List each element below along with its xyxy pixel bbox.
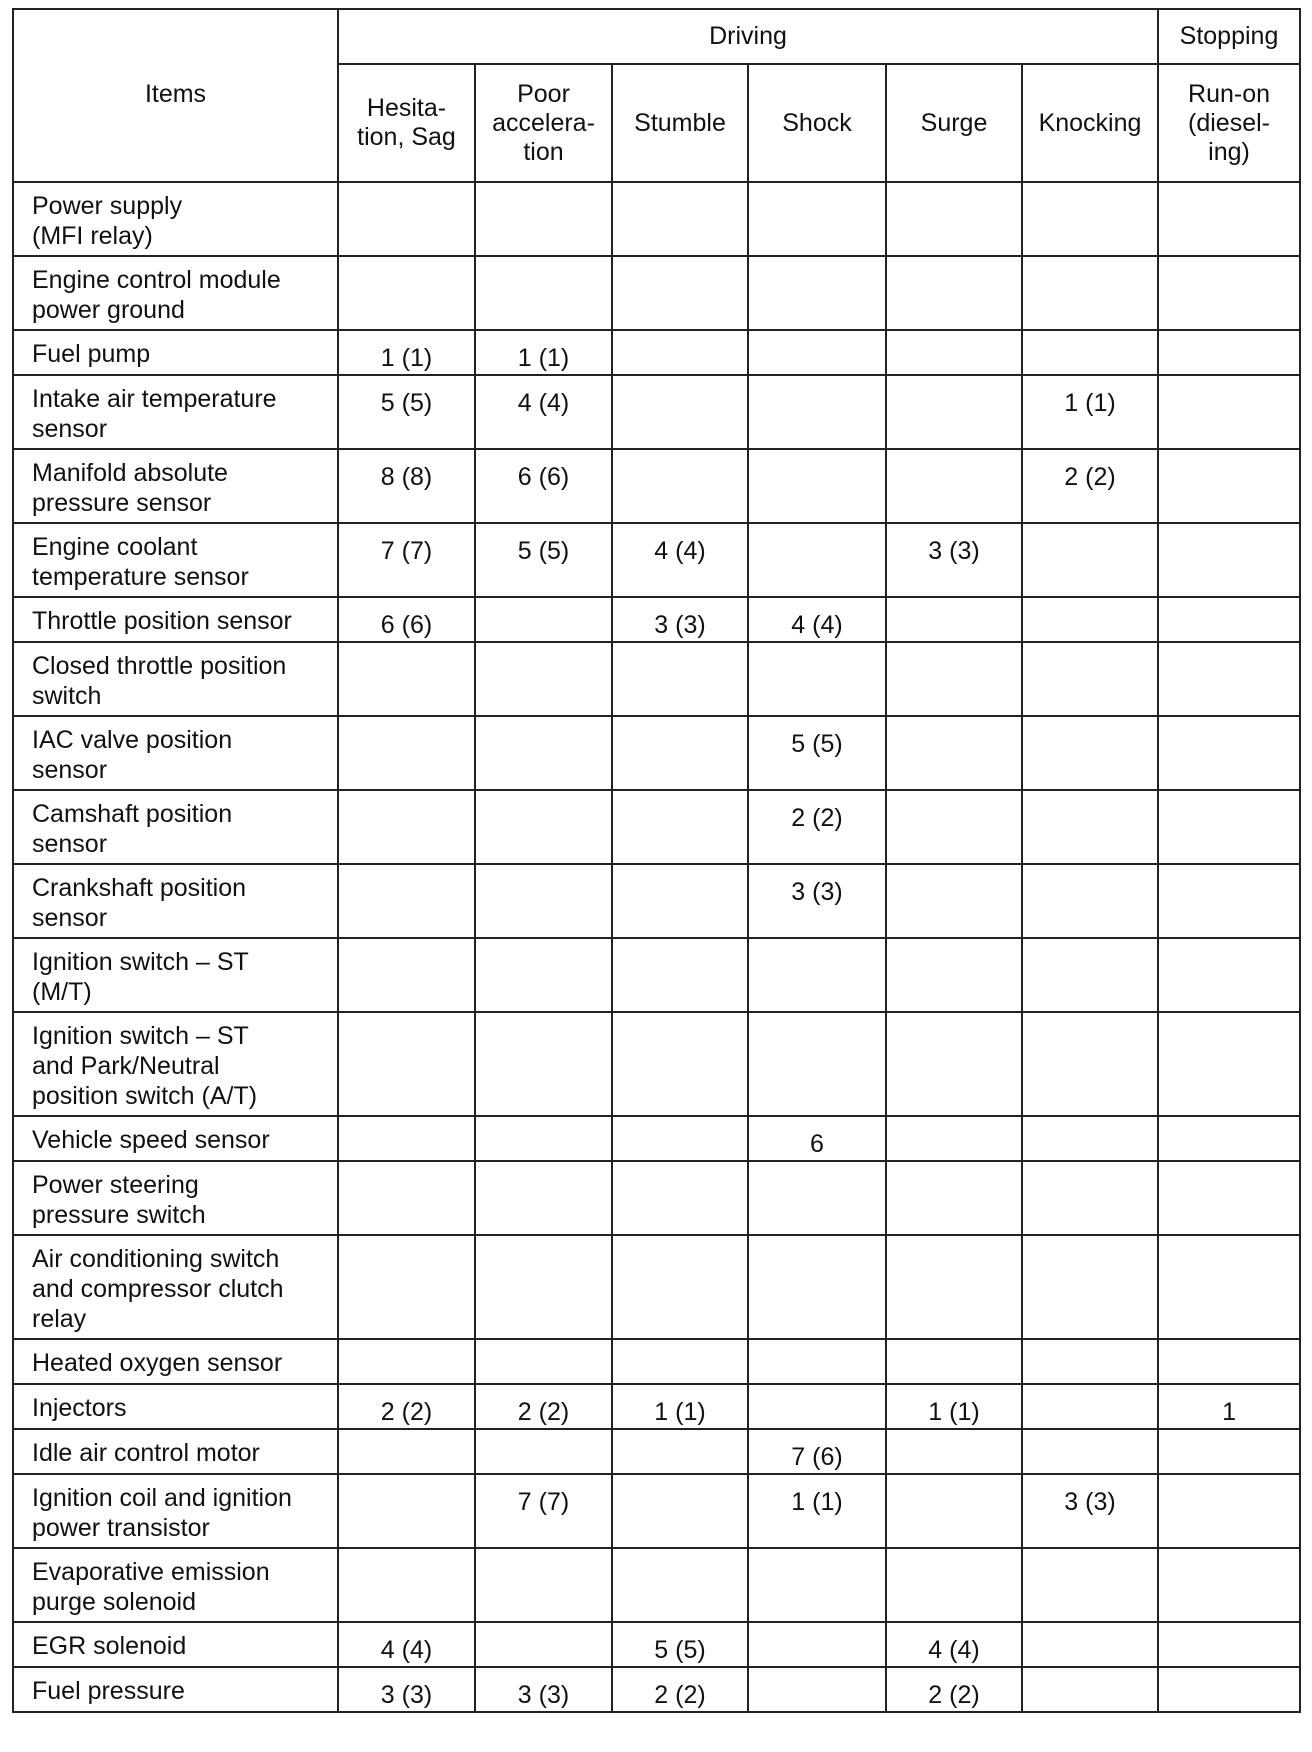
table-cell <box>612 1116 748 1161</box>
table-cell <box>1022 1116 1158 1161</box>
table-cell <box>1158 1548 1300 1622</box>
table-cell <box>886 716 1022 790</box>
table-cell <box>475 1012 612 1116</box>
table-cell: 5 (5) <box>338 375 475 449</box>
table-row <box>13 1012 1300 1116</box>
column-header-hesitation: Hesita- tion, Sag <box>338 64 475 182</box>
table-cell <box>886 790 1022 864</box>
table-cell <box>1158 1161 1300 1235</box>
table-row <box>13 1235 1300 1339</box>
table-cell <box>1022 597 1158 642</box>
table-cell <box>1022 1235 1158 1339</box>
table-cell <box>886 1161 1022 1235</box>
table-cell <box>475 1622 612 1667</box>
table-cell: 1 (1) <box>748 1474 886 1548</box>
table-cell <box>475 642 612 716</box>
table-cell <box>748 182 886 256</box>
table-cell <box>886 1116 1022 1161</box>
table-cell <box>1158 597 1300 642</box>
row-item-label: Injectors <box>13 1384 338 1429</box>
table-row <box>13 864 1300 938</box>
table-cell: 1 (1) <box>475 330 612 375</box>
table-cell <box>1022 1339 1158 1384</box>
table-cell <box>1158 1667 1300 1712</box>
table-cell <box>886 1429 1022 1474</box>
table-cell <box>475 1429 612 1474</box>
table-cell <box>338 642 475 716</box>
table-cell <box>1022 716 1158 790</box>
row-item-label: Heated oxygen sensor <box>13 1339 338 1384</box>
table-row <box>13 1384 1300 1429</box>
table-cell <box>1022 1429 1158 1474</box>
table-cell: 3 (3) <box>475 1667 612 1712</box>
row-item-label: Evaporative emission purge solenoid <box>13 1548 338 1622</box>
table-cell <box>612 1235 748 1339</box>
table-cell <box>1158 1339 1300 1384</box>
table-row <box>13 1429 1300 1474</box>
table-cell: 2 (2) <box>612 1667 748 1712</box>
table-cell <box>475 1161 612 1235</box>
table-cell <box>1158 1622 1300 1667</box>
table-row <box>13 1339 1300 1384</box>
table-cell <box>475 256 612 330</box>
table-cell <box>886 1012 1022 1116</box>
table-cell: 6 <box>748 1116 886 1161</box>
column-header-stumble: Stumble <box>612 64 748 182</box>
table-cell <box>338 182 475 256</box>
table-row <box>13 1667 1300 1712</box>
table-cell <box>1158 182 1300 256</box>
table-row <box>13 1622 1300 1667</box>
table-row <box>13 523 1300 597</box>
table-cell <box>1158 1235 1300 1339</box>
table-cell <box>748 1667 886 1712</box>
table-cell <box>612 330 748 375</box>
table-cell <box>748 1161 886 1235</box>
table-row <box>13 449 1300 523</box>
table-cell <box>1158 1474 1300 1548</box>
table-cell: 3 (3) <box>886 523 1022 597</box>
table-cell <box>338 864 475 938</box>
row-item-label: Camshaft position sensor <box>13 790 338 864</box>
table-row <box>13 182 1300 256</box>
table-cell <box>886 449 1022 523</box>
table-cell: 4 (4) <box>475 375 612 449</box>
table-row <box>13 716 1300 790</box>
table-cell: 7 (7) <box>475 1474 612 1548</box>
diagnosis-table <box>12 8 1301 1713</box>
table-cell <box>886 642 1022 716</box>
table-cell: 8 (8) <box>338 449 475 523</box>
table-cell <box>748 938 886 1012</box>
table-cell <box>1158 1116 1300 1161</box>
row-item-label: Ignition switch – ST and Park/Neutral position switch (A/T) <box>13 1012 338 1116</box>
table-cell: 4 (4) <box>338 1622 475 1667</box>
table-cell: 3 (3) <box>748 864 886 938</box>
table-cell <box>748 1622 886 1667</box>
table-cell <box>886 938 1022 1012</box>
table-cell <box>1022 1548 1158 1622</box>
table-cell <box>338 1012 475 1116</box>
column-header-surge: Surge <box>886 64 1022 182</box>
row-item-label: IAC valve position sensor <box>13 716 338 790</box>
table-cell: 1 (1) <box>338 330 475 375</box>
table-cell: 1 (1) <box>612 1384 748 1429</box>
table-cell <box>1158 1012 1300 1116</box>
table-cell <box>1022 182 1158 256</box>
row-item-label: Intake air temperature sensor <box>13 375 338 449</box>
table-cell <box>475 597 612 642</box>
row-item-label: Power supply (MFI relay) <box>13 182 338 256</box>
row-item-label: Power steering pressure switch <box>13 1161 338 1235</box>
table-cell <box>475 864 612 938</box>
table-cell: 1 (1) <box>1022 375 1158 449</box>
column-header-poor-acceleration: Poor accelera- tion <box>475 64 612 182</box>
table-cell <box>1158 449 1300 523</box>
row-item-label: Idle air control motor <box>13 1429 338 1474</box>
row-item-label: EGR solenoid <box>13 1622 338 1667</box>
table-cell <box>612 1012 748 1116</box>
table-cell <box>1022 256 1158 330</box>
table-cell <box>748 256 886 330</box>
table-cell <box>612 1161 748 1235</box>
table-cell: 1 (1) <box>886 1384 1022 1429</box>
table-cell: 7 (7) <box>338 523 475 597</box>
table-cell <box>338 1161 475 1235</box>
table-cell <box>612 1339 748 1384</box>
table-row <box>13 790 1300 864</box>
table-cell <box>338 256 475 330</box>
table-cell <box>475 182 612 256</box>
column-header-shock: Shock <box>748 64 886 182</box>
table-cell <box>1158 256 1300 330</box>
table-cell <box>1158 716 1300 790</box>
table-cell <box>612 1548 748 1622</box>
table-cell <box>886 1548 1022 1622</box>
table-cell <box>612 375 748 449</box>
table-cell <box>612 790 748 864</box>
table-body <box>13 182 1300 1712</box>
table-row <box>13 938 1300 1012</box>
table-cell <box>612 864 748 938</box>
table-cell: 3 (3) <box>338 1667 475 1712</box>
table-cell <box>338 1429 475 1474</box>
items-header: Items <box>13 9 338 182</box>
table-cell <box>612 642 748 716</box>
table-cell: 5 (5) <box>612 1622 748 1667</box>
table-cell <box>1022 790 1158 864</box>
table-cell: 3 (3) <box>1022 1474 1158 1548</box>
table-cell <box>1022 1667 1158 1712</box>
table-row <box>13 642 1300 716</box>
table-cell <box>612 1429 748 1474</box>
table-cell: 2 (2) <box>886 1667 1022 1712</box>
table-cell: 4 (4) <box>612 523 748 597</box>
table-cell <box>1022 330 1158 375</box>
table-cell: 4 (4) <box>748 597 886 642</box>
table-cell <box>338 1116 475 1161</box>
table-row <box>13 1161 1300 1235</box>
row-item-label: Crankshaft position sensor <box>13 864 338 938</box>
table-cell <box>338 790 475 864</box>
table-cell <box>1158 523 1300 597</box>
table-cell: 2 (2) <box>748 790 886 864</box>
row-item-label: Closed throttle position switch <box>13 642 338 716</box>
table-cell <box>338 1235 475 1339</box>
table-cell <box>886 1235 1022 1339</box>
table-row <box>13 597 1300 642</box>
table-cell <box>748 523 886 597</box>
table-cell <box>475 1339 612 1384</box>
table-cell <box>1022 938 1158 1012</box>
table-cell <box>612 182 748 256</box>
table-cell <box>338 1474 475 1548</box>
table-cell <box>612 1474 748 1548</box>
row-item-label: Engine control module power ground <box>13 256 338 330</box>
table-cell <box>612 716 748 790</box>
group-header-driving: Driving <box>338 9 1158 64</box>
table-cell <box>338 1339 475 1384</box>
table-cell <box>748 449 886 523</box>
table-row <box>13 330 1300 375</box>
row-item-label: Throttle position sensor <box>13 597 338 642</box>
table-cell: 6 (6) <box>338 597 475 642</box>
table-cell <box>886 864 1022 938</box>
table-cell <box>1022 642 1158 716</box>
table-cell: 3 (3) <box>612 597 748 642</box>
row-item-label: Manifold absolute pressure sensor <box>13 449 338 523</box>
table-cell <box>475 716 612 790</box>
row-item-label: Air conditioning switch and compressor clutch relay <box>13 1235 338 1339</box>
table-cell: 2 (2) <box>475 1384 612 1429</box>
table-cell <box>886 182 1022 256</box>
table-cell <box>1022 1161 1158 1235</box>
table-cell: 5 (5) <box>748 716 886 790</box>
column-header-knocking: Knocking <box>1022 64 1158 182</box>
table-cell <box>748 1012 886 1116</box>
table-cell <box>1158 938 1300 1012</box>
row-item-label: Ignition coil and ignition power transistor <box>13 1474 338 1548</box>
table-cell <box>1158 790 1300 864</box>
table-cell <box>748 1548 886 1622</box>
table-cell <box>1022 1622 1158 1667</box>
table-cell <box>338 716 475 790</box>
table-cell <box>1022 1012 1158 1116</box>
table-cell <box>748 642 886 716</box>
table-cell <box>612 938 748 1012</box>
table-cell: 5 (5) <box>475 523 612 597</box>
row-item-label: Ignition switch – ST (M/T) <box>13 938 338 1012</box>
row-item-label: Fuel pressure <box>13 1667 338 1712</box>
table-cell <box>748 1339 886 1384</box>
table-cell <box>475 1116 612 1161</box>
table-cell <box>748 330 886 375</box>
table-cell: 1 <box>1158 1384 1300 1429</box>
table-row <box>13 1548 1300 1622</box>
table-row <box>13 1116 1300 1161</box>
table-cell <box>338 938 475 1012</box>
table-row <box>13 1474 1300 1548</box>
table-cell <box>1022 1384 1158 1429</box>
table-cell <box>886 1339 1022 1384</box>
table-cell <box>1158 1429 1300 1474</box>
table-cell: 2 (2) <box>338 1384 475 1429</box>
table-cell <box>475 1235 612 1339</box>
table-cell <box>1022 523 1158 597</box>
table-cell <box>1158 642 1300 716</box>
table-cell <box>748 1384 886 1429</box>
table-cell <box>1158 864 1300 938</box>
table-cell <box>1158 330 1300 375</box>
row-item-label: Fuel pump <box>13 330 338 375</box>
table-cell <box>475 1548 612 1622</box>
table-cell <box>1158 375 1300 449</box>
table-cell <box>748 1235 886 1339</box>
table-cell <box>612 449 748 523</box>
table-row <box>13 256 1300 330</box>
table-cell <box>338 1548 475 1622</box>
table-cell <box>475 938 612 1012</box>
table-cell: 6 (6) <box>475 449 612 523</box>
group-header-stopping: Stopping <box>1158 9 1300 64</box>
table-cell <box>886 256 1022 330</box>
row-item-label: Vehicle speed sensor <box>13 1116 338 1161</box>
table-cell <box>612 256 748 330</box>
row-item-label: Engine coolant temperature sensor <box>13 523 338 597</box>
table-cell: 7 (6) <box>748 1429 886 1474</box>
table-cell <box>886 597 1022 642</box>
table-cell: 2 (2) <box>1022 449 1158 523</box>
table-cell <box>886 375 1022 449</box>
table-row <box>13 375 1300 449</box>
table-cell <box>886 330 1022 375</box>
table-cell <box>886 1474 1022 1548</box>
table-cell <box>748 375 886 449</box>
table-cell <box>475 790 612 864</box>
table-cell <box>1022 864 1158 938</box>
column-header-run-on: Run-on (diesel- ing) <box>1158 64 1300 182</box>
table-cell: 4 (4) <box>886 1622 1022 1667</box>
